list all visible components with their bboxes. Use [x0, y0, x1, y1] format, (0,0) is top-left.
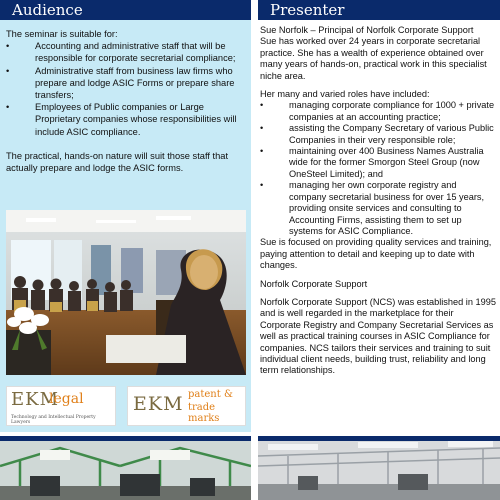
sponsor-logos — [6, 386, 246, 430]
bullet-icon: • — [6, 65, 10, 76]
presenter-focus: Sue is focused on providing quality services and training, paying attention to detail and keeping up to date with changes. — [260, 237, 492, 271]
bullet-icon: • — [260, 180, 264, 191]
bullet-icon: • — [260, 146, 264, 157]
presenter-role — [260, 100, 496, 123]
presenter-heading: Presenter — [258, 0, 500, 20]
bullet-icon: • — [260, 100, 264, 111]
factory-photo — [0, 436, 251, 500]
presenter-role — [260, 146, 496, 180]
bullet-icon: • — [6, 102, 10, 113]
presenter-column — [258, 0, 500, 500]
warehouse-photo — [258, 436, 500, 500]
seminar-photo-illustration — [6, 210, 246, 375]
ekm-legal-tagline: Technology and Intellectual Property Lawyers — [11, 415, 96, 425]
presenter-roles-intro: Her many and varied roles have included: — [260, 89, 430, 100]
warehouse-photo-illustration — [258, 436, 500, 500]
audience-text — [6, 28, 246, 174]
audience-bullet — [6, 40, 246, 64]
audience-bullet-text: Employees of Public companies or Large Proprietary companies whose responsibilities will include ASIC compliance. — [35, 102, 237, 137]
presenter-role-text: assisting the Company Secretary of various Public Companies in their very responsible role; — [289, 123, 494, 145]
presenter-role-text: managing corporate compliance for 1000 + private companies at an accounting practice; — [289, 100, 495, 122]
bullet-icon: • — [260, 123, 264, 134]
presenter-role-text: managing her own corporate registry and company secretarial business for over 15 years, providing onsite services and consulting to Accounting Firms, assisting them to set up systems for ASIC Compliance. — [289, 180, 485, 236]
ekm-legal-logo[interactable] — [6, 386, 116, 426]
presenter-text — [260, 25, 496, 377]
audience-heading: Audience — [0, 0, 251, 20]
audience-intro: The seminar is suitable for: — [6, 29, 118, 39]
presenter-intro: Sue Norfolk – Principal of Norfolk Corporate Support — [260, 25, 474, 35]
ekm-patent-line1: patent & — [188, 389, 233, 400]
seminar-photo — [6, 210, 246, 375]
ekm-legal-word: legal — [49, 391, 84, 407]
presenter-role — [260, 123, 496, 146]
factory-photo-illustration — [0, 436, 251, 500]
bullet-icon: • — [6, 41, 10, 52]
audience-bullet — [6, 65, 246, 102]
audience-bullet-text: Accounting and administrative staff that will be responsible for corporate secretarial compliance; — [35, 41, 236, 64]
audience-panel — [0, 20, 251, 432]
audience-closing: The practical, hands-on nature will suit those staff that actually prepare and lodge the ASIC forms. — [6, 150, 229, 174]
ekm-mark: EKM — [11, 389, 60, 410]
ekm-patent-logo[interactable] — [127, 386, 246, 426]
ekm-patent-line2: trade marks — [188, 402, 220, 424]
audience-bullet-text: Administrative staff from business law firms who prepare and lodge ASIC Forms or prepare share transfers; — [35, 65, 235, 101]
audience-bullet — [6, 101, 246, 138]
ekm-mark: EKM — [133, 393, 184, 415]
ncs-heading: Norfolk Corporate Support — [260, 278, 368, 289]
ncs-text: Norfolk Corporate Support (NCS) was established in 1995 and is well regarded in the marketplace for their Corporate Registry and Company Secretarial Services as well as practical training courses in ASIC Compliance for companies. NCS tailors their services and training to suit individual client needs, building trust, reliability and long term relationships. — [260, 296, 496, 376]
presenter-role — [260, 180, 496, 237]
presenter-bio: Sue has worked over 24 years in corporate secretarial practice. She has a wealth of experience obtained over many years of hands-on, practical work in this specialist niche area. — [260, 36, 487, 81]
presenter-role-text: maintaining over 400 Business Names Australia wide for the former Smorgon Steel Group (now OneSteel Limited); and — [289, 146, 484, 179]
